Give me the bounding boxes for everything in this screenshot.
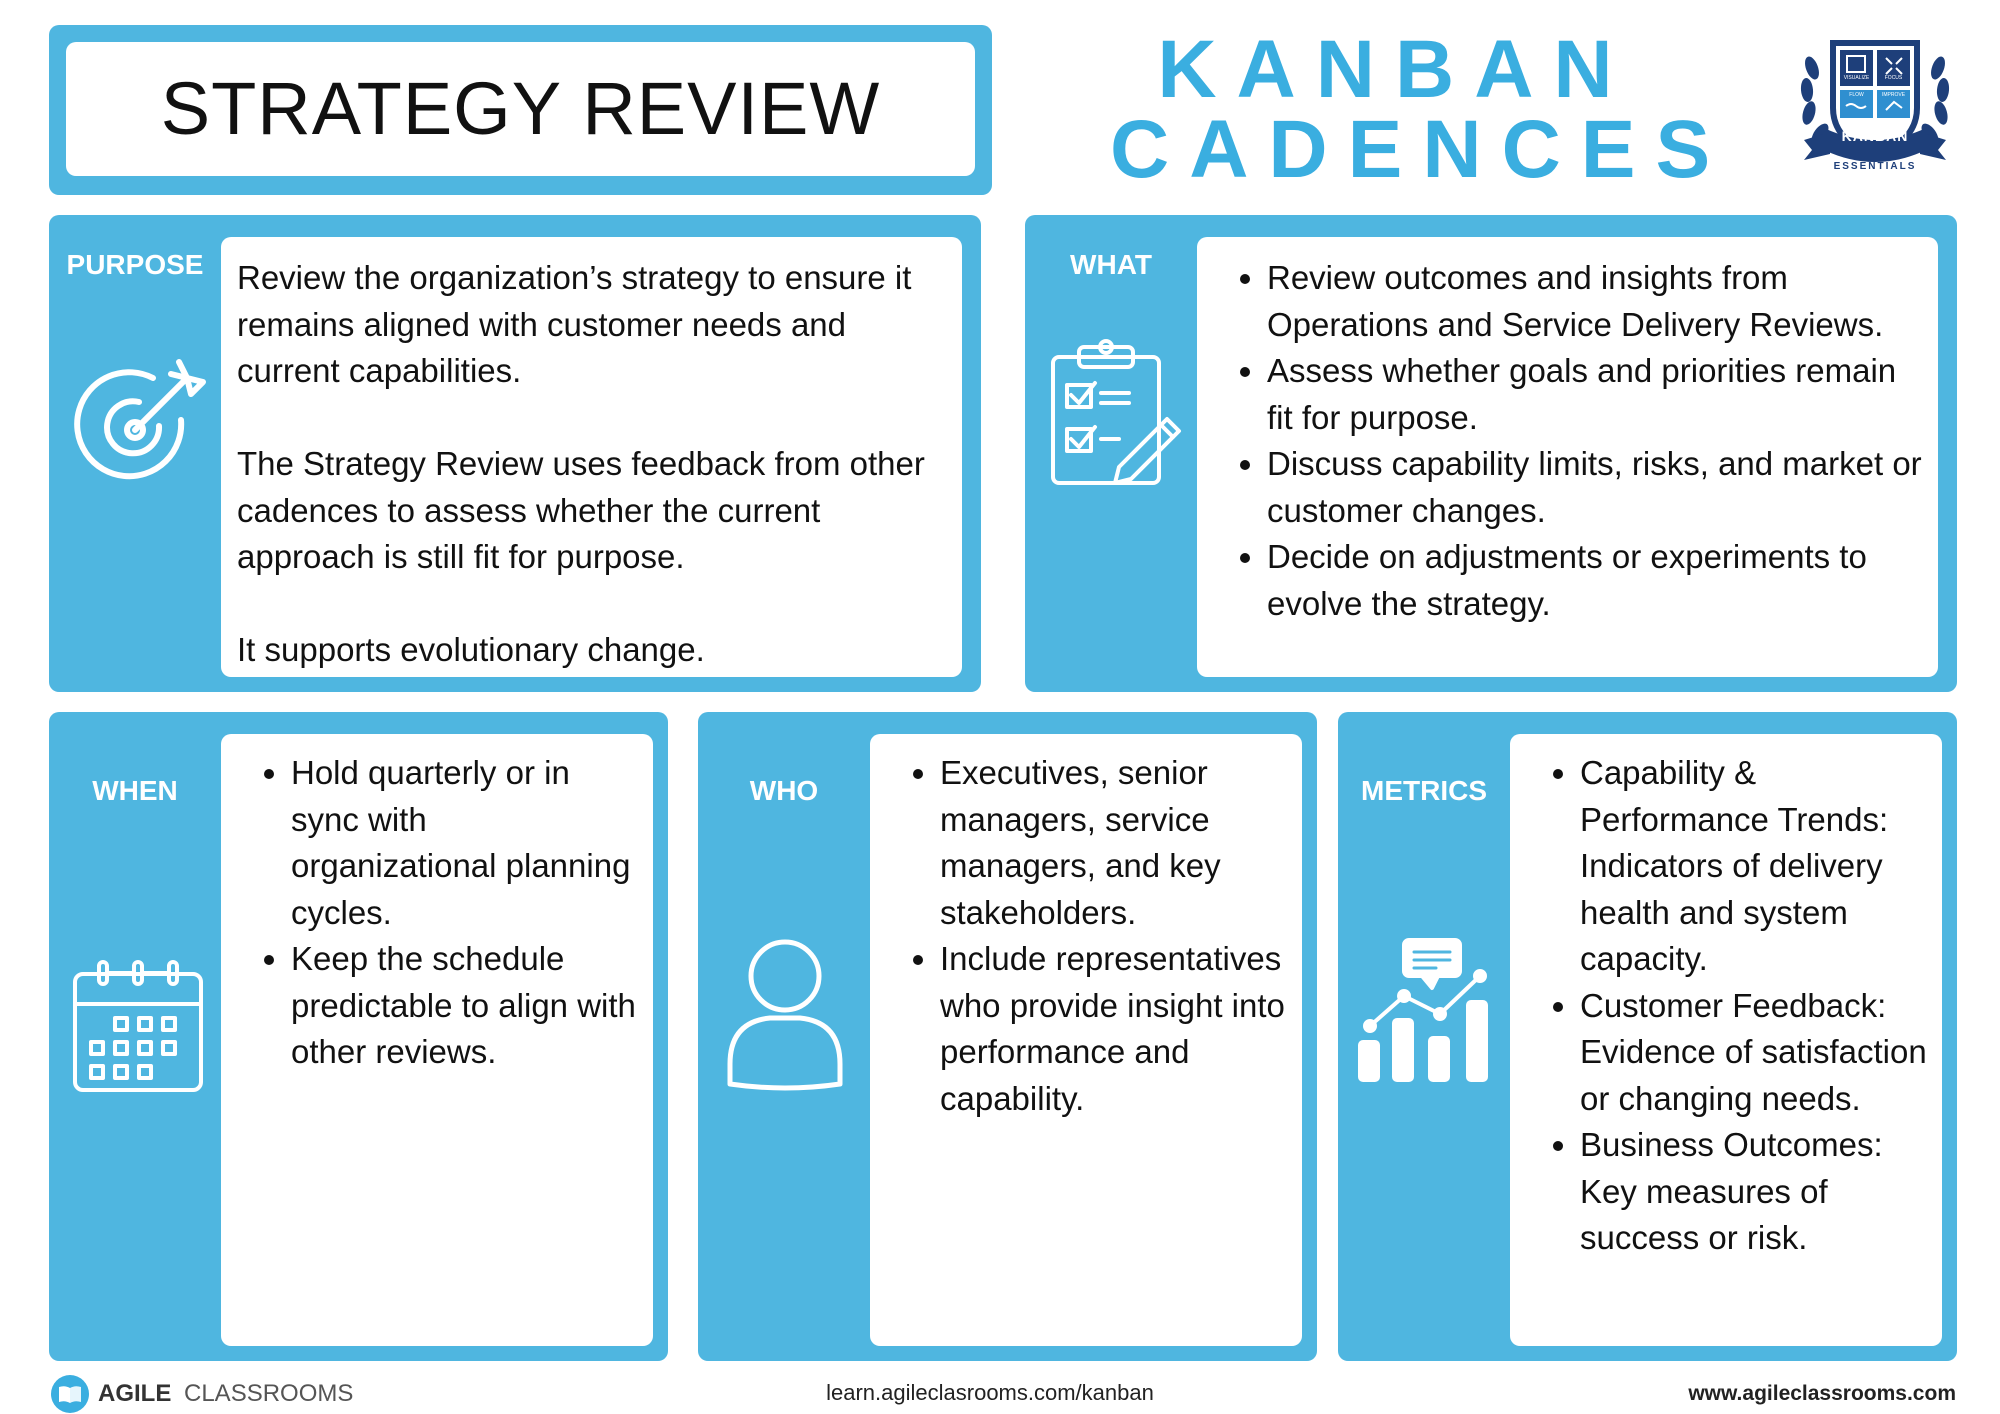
- metrics-item-3: • Business Outcomes: Key measures of success or risk.: [1580, 1122, 1938, 1262]
- who-label: WHO: [749, 775, 819, 806]
- badge-quadrant-1: VISUALIZE: [1843, 75, 1870, 81]
- heading-line-2: CADENCES: [1110, 104, 1731, 195]
- metrics-list: [1510, 750, 1938, 1262]
- brand-light: CLASSROOMS: [184, 1380, 354, 1407]
- who-item-1: • Executives, senior managers, service managers, and key stakeholders.: [940, 750, 1294, 936]
- badge-banner-text: KANBAN: [1841, 128, 1909, 144]
- kanban-essentials-shield-icon: [1790, 28, 1960, 188]
- who-list: [870, 750, 1294, 1122]
- clipboard-checklist-icon: [1049, 337, 1189, 487]
- chart-feedback-icon: [1356, 934, 1496, 1084]
- heading-line-1: KANBAN: [1157, 24, 1633, 115]
- kanban-cadences-heading: [1110, 24, 1731, 195]
- purpose-paragraph-1: Review the organization’s strategy to ensure it remains aligned with customer needs and current capabilities.: [237, 259, 912, 389]
- footer-center-url[interactable]: learn.agileclasrooms.com/kanban: [826, 1380, 1154, 1405]
- metrics-item-2: • Customer Feedback: Evidence of satisfaction or changing needs.: [1580, 983, 1938, 1123]
- calendar-icon: [71, 954, 205, 1094]
- purpose-panel: [49, 215, 981, 692]
- brand-bold: AGILE: [98, 1380, 172, 1407]
- what-list: [1197, 255, 1922, 627]
- footer-right-url[interactable]: www.agileclassrooms.com: [1688, 1382, 1956, 1405]
- footer-brand: [50, 1374, 370, 1414]
- metrics-panel: [1338, 712, 1957, 1361]
- title-frame: [49, 25, 992, 195]
- badge-quadrant-2: FOCUS: [1884, 75, 1903, 81]
- purpose-paragraph-3: It supports evolutionary change.: [237, 631, 705, 668]
- metrics-card: [1510, 734, 1942, 1346]
- purpose-paragraph-2: The Strategy Review uses feedback from other cadences to assess whether the current approach is still fit for purpose.: [237, 445, 925, 575]
- purpose-card: [221, 237, 962, 677]
- what-item-3: • Discuss capability limits, risks, and market or customer changes.: [1267, 441, 1922, 534]
- what-item-2: • Assess whether goals and priorities remain fit for purpose.: [1267, 348, 1922, 441]
- badge-subtitle-text: ESSENTIALS: [1833, 161, 1917, 172]
- target-arrow-icon: [69, 352, 209, 492]
- when-panel: [49, 712, 668, 1361]
- what-label: WHAT: [1070, 249, 1152, 280]
- who-card: [870, 734, 1302, 1346]
- metrics-item-1: • Capability & Performance Trends: Indicators of delivery health and system capacity.: [1580, 750, 1938, 983]
- title-card: [66, 42, 975, 176]
- what-panel: [1025, 215, 1957, 692]
- when-card: [221, 734, 653, 1346]
- metrics-label: METRICS: [1361, 775, 1487, 806]
- when-item-1: • Hold quarterly or in sync with organizational planning cycles.: [291, 750, 641, 936]
- who-item-2: • Include representatives who provide insight into performance and capability.: [940, 936, 1294, 1122]
- badge-quadrant-3: FLOW: [1849, 92, 1864, 98]
- purpose-text: [237, 255, 946, 674]
- what-item-1: • Review outcomes and insights from Operations and Service Delivery Reviews.: [1267, 255, 1922, 348]
- what-item-4: • Decide on adjustments or experiments to evolve the strategy.: [1267, 534, 1922, 627]
- when-label: WHEN: [92, 775, 178, 806]
- what-card: [1197, 237, 1938, 677]
- badge-quadrant-4: IMPROVE: [1881, 92, 1906, 98]
- person-icon: [720, 934, 850, 1094]
- purpose-label: PURPOSE: [66, 249, 204, 280]
- when-list: [221, 750, 641, 1076]
- when-item-2: • Keep the schedule predictable to align with other reviews.: [291, 936, 641, 1076]
- open-book-icon: [50, 1374, 90, 1414]
- who-panel: [698, 712, 1317, 1361]
- page-title: STRATEGY REVIEW: [160, 67, 881, 150]
